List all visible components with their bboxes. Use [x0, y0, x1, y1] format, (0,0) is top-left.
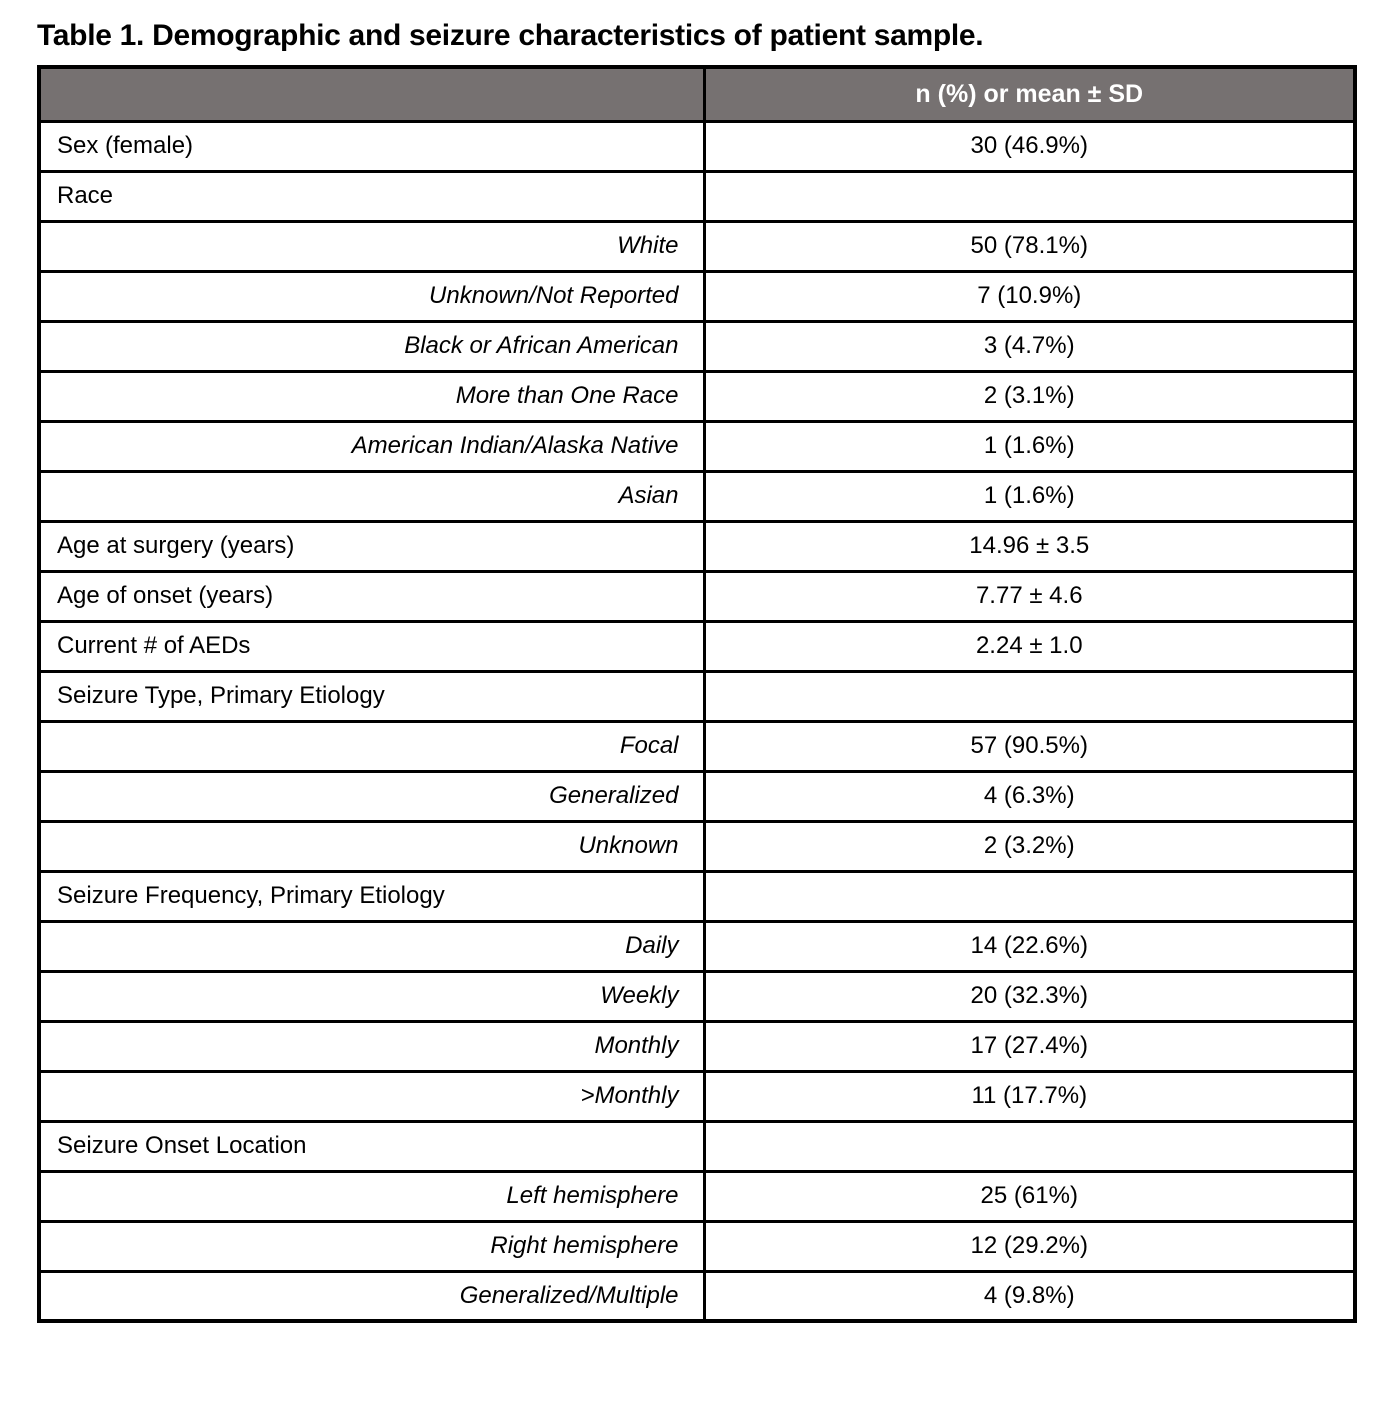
- table-row: [39, 671, 1355, 721]
- row-label-cell: Age of onset (years): [39, 571, 704, 621]
- table-row: [39, 821, 1355, 871]
- row-label-cell: Current # of AEDs: [39, 621, 704, 671]
- table-row: [39, 1021, 1355, 1071]
- table-row: [39, 171, 1355, 221]
- row-label-cell: Seizure Onset Location: [39, 1121, 704, 1171]
- header-label-cell: [39, 67, 704, 121]
- row-label-cell: Left hemisphere: [39, 1171, 704, 1221]
- row-value-cell: 1 (1.6%): [704, 471, 1355, 521]
- row-value-cell: [704, 871, 1355, 921]
- row-value-cell: 2.24 ± 1.0: [704, 621, 1355, 671]
- row-value-cell: 20 (32.3%): [704, 971, 1355, 1021]
- row-value-cell: 1 (1.6%): [704, 421, 1355, 471]
- row-label-cell: Daily: [39, 921, 704, 971]
- row-value-cell: 57 (90.5%): [704, 721, 1355, 771]
- table-row: [39, 521, 1355, 571]
- table-row: [39, 471, 1355, 521]
- table-title: Table 1. Demographic and seizure characteristics of patient sample.: [37, 19, 984, 52]
- table-header-row: [39, 67, 1355, 121]
- row-value-cell: 11 (17.7%): [704, 1071, 1355, 1121]
- table-row: [39, 321, 1355, 371]
- row-value-cell: 14.96 ± 3.5: [704, 521, 1355, 571]
- row-label-cell: Age at surgery (years): [39, 521, 704, 571]
- table-row: [39, 921, 1355, 971]
- table-row: [39, 271, 1355, 321]
- row-label-cell: >Monthly: [39, 1071, 704, 1121]
- table-row: [39, 1071, 1355, 1121]
- row-label-cell: Focal: [39, 721, 704, 771]
- table-row: [39, 1171, 1355, 1221]
- row-label-cell: Black or African American: [39, 321, 704, 371]
- row-label-cell: White: [39, 221, 704, 271]
- row-value-cell: [704, 671, 1355, 721]
- row-value-cell: 7.77 ± 4.6: [704, 571, 1355, 621]
- table-row: [39, 371, 1355, 421]
- row-label-cell: Weekly: [39, 971, 704, 1021]
- table-row: [39, 1271, 1355, 1321]
- table-row: [39, 771, 1355, 821]
- row-value-cell: 4 (6.3%): [704, 771, 1355, 821]
- table-row: [39, 1221, 1355, 1271]
- table-row: [39, 571, 1355, 621]
- row-value-cell: 12 (29.2%): [704, 1221, 1355, 1271]
- table-row: [39, 721, 1355, 771]
- table-row: [39, 421, 1355, 471]
- table-row: [39, 621, 1355, 671]
- demographics-table: [37, 65, 1357, 1323]
- table-row: [39, 871, 1355, 921]
- table-row: [39, 1121, 1355, 1171]
- row-value-cell: 14 (22.6%): [704, 921, 1355, 971]
- table-row: [39, 121, 1355, 171]
- row-value-cell: 25 (61%): [704, 1171, 1355, 1221]
- row-label-cell: Race: [39, 171, 704, 221]
- row-value-cell: 30 (46.9%): [704, 121, 1355, 171]
- row-value-cell: 4 (9.8%): [704, 1271, 1355, 1321]
- row-value-cell: 3 (4.7%): [704, 321, 1355, 371]
- row-value-cell: 7 (10.9%): [704, 271, 1355, 321]
- row-value-cell: 2 (3.2%): [704, 821, 1355, 871]
- table-row: [39, 971, 1355, 1021]
- row-label-cell: Right hemisphere: [39, 1221, 704, 1271]
- table-row: [39, 221, 1355, 271]
- row-label-cell: Generalized/Multiple: [39, 1271, 704, 1321]
- header-value-cell: n (%) or mean ± SD: [704, 67, 1355, 121]
- row-value-cell: 17 (27.4%): [704, 1021, 1355, 1071]
- row-label-cell: Asian: [39, 471, 704, 521]
- row-value-cell: 50 (78.1%): [704, 221, 1355, 271]
- row-label-cell: More than One Race: [39, 371, 704, 421]
- row-label-cell: Seizure Type, Primary Etiology: [39, 671, 704, 721]
- row-label-cell: Unknown/Not Reported: [39, 271, 704, 321]
- row-label-cell: Sex (female): [39, 121, 704, 171]
- row-value-cell: 2 (3.1%): [704, 371, 1355, 421]
- row-label-cell: Monthly: [39, 1021, 704, 1071]
- row-label-cell: Seizure Frequency, Primary Etiology: [39, 871, 704, 921]
- row-label-cell: Generalized: [39, 771, 704, 821]
- row-label-cell: American Indian/Alaska Native: [39, 421, 704, 471]
- row-value-cell: [704, 171, 1355, 221]
- row-label-cell: Unknown: [39, 821, 704, 871]
- row-value-cell: [704, 1121, 1355, 1171]
